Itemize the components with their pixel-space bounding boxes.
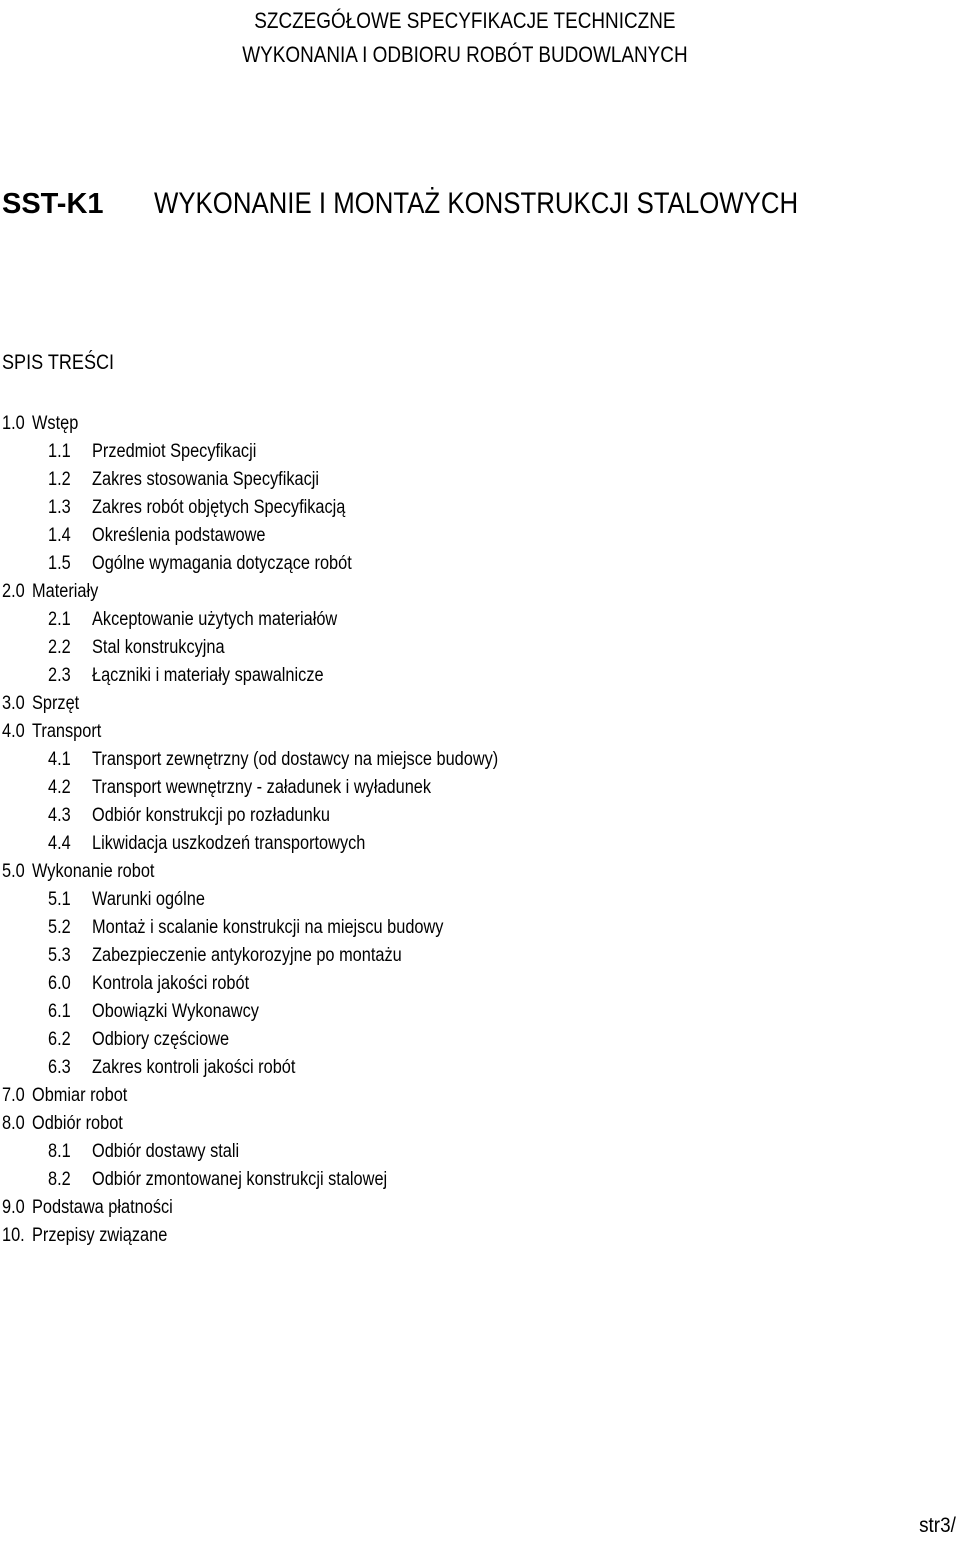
toc-entry-number: 4.4 [48,833,71,854]
spec-code: SST-K1 [2,188,104,220]
toc-entry-label: Odbiory częściowe [92,1029,230,1050]
toc-entry [0,606,900,634]
toc-entry-label: Materiały [32,581,99,602]
toc-entry-label: Warunki ogólne [92,889,205,910]
toc-entry-label: Wykonanie robot [32,861,155,882]
toc-entry-number: 2.2 [48,637,71,658]
toc-entry [0,774,900,802]
toc-entry-label: Kontrola jakości robót [92,973,250,994]
toc-entry [0,998,900,1026]
toc-entry-label: Odbiór zmontowanej konstrukcji stalowej [92,1169,388,1190]
toc-entry-label: Zabezpieczenie antykorozyjne po montażu [92,945,402,966]
toc-entry [0,410,900,438]
toc-entry-number: 8.0 [2,1113,25,1134]
header-line-1: SZCZEGÓŁOWE SPECYFIKACJE TECHNICZNE [254,8,676,33]
toc-entry [0,1222,900,1250]
toc-entry-label: Określenia podstawowe [92,525,266,546]
spec-title: WYKONANIE I MONTAŻ KONSTRUKCJI STALOWYCH [154,187,799,220]
toc-entry-number: 6.0 [48,973,71,994]
toc-entry-number: 1.4 [48,525,71,546]
toc-entry-label: Transport zewnętrzny (od dostawcy na miejsce budowy) [92,749,499,770]
toc-entry [0,1166,900,1194]
toc-entry-label: Przedmiot Specyfikacji [92,441,257,462]
toc-entry-label: Odbiór konstrukcji po rozładunku [92,805,330,826]
toc-entry-number: 1.1 [48,441,71,462]
toc-entry-number: 8.1 [48,1141,71,1162]
toc-entry-number: 1.2 [48,469,71,490]
toc-entry-number: 8.2 [48,1169,71,1190]
toc-entry-number: 4.3 [48,805,71,826]
toc-entry-label: Sprzęt [32,693,80,714]
toc-entry-number: 4.0 [2,721,25,742]
toc-entry-label: Zakres stosowania Specyfikacji [92,469,320,490]
toc-entry [0,914,900,942]
header-line-2: WYKONANIA I ODBIORU ROBÓT BUDOWLANYCH [242,42,688,67]
toc-entry-label: Transport [32,721,102,742]
toc-entry [0,830,900,858]
toc-entry-label: Obowiązki Wykonawcy [92,1001,259,1022]
toc-entry [0,466,900,494]
toc-entry [0,438,900,466]
toc-entry [0,1110,900,1138]
toc-entry-number: 4.2 [48,777,71,798]
toc-entry [0,1026,900,1054]
toc-heading: SPIS TREŚCI [2,351,115,374]
page-header [0,4,930,72]
toc-entry-label: Akceptowanie użytych materiałów [92,609,338,630]
toc-entry-number: 6.2 [48,1029,71,1050]
toc-entry-label: Odbiór robot [32,1113,123,1134]
toc-entry-number: 5.2 [48,917,71,938]
toc-entry [0,494,900,522]
toc-entry-label: Likwidacja uszkodzeń transportowych [92,833,366,854]
toc-entry-label: Podstawa płatności [32,1197,173,1218]
toc-entry [0,1194,900,1222]
toc-entry-number: 10. [2,1225,25,1246]
toc-entry-number: 2.3 [48,665,71,686]
page-number: str3/ [919,1514,956,1537]
toc-entry [0,970,900,998]
toc-entry-number: 4.1 [48,749,71,770]
toc-entry-number: 1.0 [2,413,25,434]
toc-entry-number: 1.3 [48,497,71,518]
toc-entry-label: Stal konstrukcyjna [92,637,225,658]
toc-entry [0,942,900,970]
toc-entry-label: Zakres robót objętych Specyfikacją [92,497,346,518]
toc-entry-number: 3.0 [2,693,25,714]
toc-entry [0,858,900,886]
toc-entry-number: 5.0 [2,861,25,882]
toc-entry [0,690,900,718]
toc-entry-number: 5.1 [48,889,71,910]
toc-entry-label: Obmiar robot [32,1085,128,1106]
toc-entry [0,522,900,550]
toc-entry [0,578,900,606]
toc-entry-label: Odbiór dostawy stali [92,1141,240,1162]
toc-entry [0,662,900,690]
toc-entry [0,746,900,774]
toc-entry-label: Przepisy związane [32,1225,168,1246]
toc-entry-number: 2.0 [2,581,25,602]
toc-entry-number: 9.0 [2,1197,25,1218]
toc-entry-number: 1.5 [48,553,71,574]
toc-entry-number: 6.1 [48,1001,71,1022]
toc-entry-label: Wstęp [32,413,79,434]
toc-entry [0,550,900,578]
toc-entry-label: Transport wewnętrzny - załadunek i wyładunek [92,777,432,798]
toc-entry-number: 7.0 [2,1085,25,1106]
toc-entry [0,802,900,830]
toc-entry-label: Zakres kontroli jakości robót [92,1057,296,1078]
toc-entry-number: 2.1 [48,609,71,630]
toc-entry-number: 6.3 [48,1057,71,1078]
toc-entry-label: Montaż i scalanie konstrukcji na miejscu budowy [92,917,444,938]
table-of-contents [0,410,900,1250]
toc-entry [0,1138,900,1166]
toc-entry [0,718,900,746]
toc-entry [0,1054,900,1082]
toc-entry-number: 5.3 [48,945,71,966]
toc-entry [0,1082,900,1110]
toc-entry [0,886,900,914]
toc-entry [0,634,900,662]
toc-entry-label: Łączniki i materiały spawalnicze [92,665,324,686]
toc-entry-label: Ogólne wymagania dotyczące robót [92,553,352,574]
